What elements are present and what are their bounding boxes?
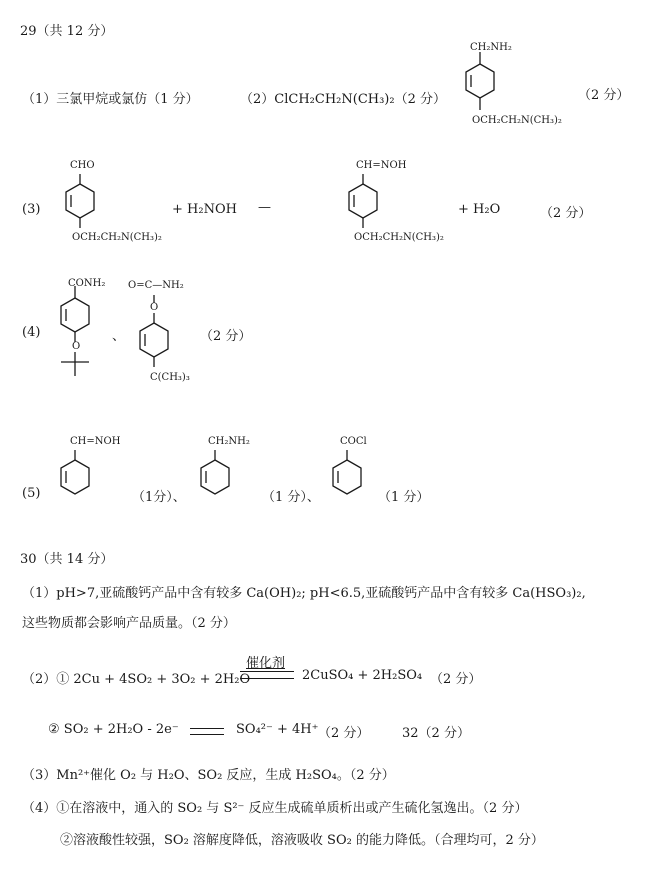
- q30-part2-score: （2 分）: [430, 672, 482, 687]
- q29-part5-b-score: （1 分）、: [262, 490, 320, 505]
- q29-part5-a-score: （1分）、: [132, 490, 186, 505]
- q29-part3-product-bottom: OCH₂CH₂N(CH₃)₂: [354, 232, 444, 243]
- q30-part2b-equals-sign: [190, 728, 224, 735]
- q29-part4-b-oxygen: O: [150, 302, 159, 313]
- q29-header: 29（共 12 分）: [20, 24, 114, 39]
- q30-header: 30（共 14 分）: [20, 552, 114, 567]
- q30-part2b-value: 32（2 分）: [402, 726, 470, 741]
- q29-part2-product-top: CH₂NH₂: [470, 42, 512, 53]
- q29-part5-structure-a: [55, 448, 105, 508]
- q30-part3: （3）Mn²⁺催化 O₂ 与 H₂O、SO₂ 反应，生成 H₂SO₄。（2 分）: [22, 768, 395, 783]
- q29-part3-reactant-bottom: OCH₂CH₂N(CH₃)₂: [72, 232, 162, 243]
- q29-part5-structure-c: [327, 448, 377, 508]
- q29-part3-arrow: —: [258, 200, 271, 215]
- q29-part5-b-top: CH₂NH₂: [208, 436, 250, 447]
- q30-part2-products: 2CuSO₄ + 2H₂SO₄: [302, 668, 423, 683]
- q29-part3-reagent: + H₂NOH: [172, 202, 237, 217]
- q29-part5-c-top: COCl: [340, 436, 367, 447]
- q29-part3-score: （2 分）: [540, 206, 592, 221]
- q29-part3-label: (3): [22, 202, 41, 217]
- q29-part2-score: （2 分）: [578, 88, 630, 103]
- q29-part4-label: (4): [22, 325, 41, 340]
- q30-part2-equals-sign: [240, 671, 294, 679]
- q29-part2-product-bottom: OCH₂CH₂N(CH₃)₂: [472, 115, 562, 126]
- q29-part5-structure-b: [195, 448, 245, 508]
- q29-part3-reactant-top: CHO: [70, 160, 95, 171]
- q29-part4-separator: 、: [112, 329, 126, 344]
- q30-part2-catalyst: 催化剂: [246, 656, 286, 671]
- q30-part1-line2: 这些物质都会影响产品质量。（2 分）: [22, 616, 236, 631]
- q29-part5-label: (5): [22, 486, 41, 501]
- q30-part2b-right: SO₄²⁻ + 4H⁺: [236, 722, 319, 737]
- q29-part4-a-top: CONH₂: [68, 278, 106, 289]
- q30-part2b-left: ② SO₂ + 2H₂O - 2e⁻: [48, 722, 179, 737]
- q30-part4-item1: （4）①在溶液中，通入的 SO₂ 与 S²⁻ 反应生成硫单质析出或产生硫化氢逸出。（2 分）: [22, 801, 528, 816]
- q30-part2b-score: （2 分）: [318, 726, 370, 741]
- q29-part3-water: + H₂O: [458, 202, 501, 217]
- q29-part4-a-oxygen: O: [72, 341, 81, 352]
- q29-part5-c-score: （1 分）: [378, 490, 430, 505]
- q30-part2-reactants: （2）① 2Cu + 4SO₂ + 3O₂ + 2H₂O: [22, 672, 251, 687]
- q29-part4-b-top: O=C—NH₂: [128, 280, 184, 291]
- q29-part4-score: （2 分）: [200, 329, 252, 344]
- q29-part5-a-top: CH=NOH: [70, 436, 121, 447]
- q29-part1: （1）三氯甲烷或氯仿（1 分）: [22, 92, 199, 107]
- q30-part4-item2: ②溶液酸性较强，SO₂ 溶解度降低，溶液吸收 SO₂ 的能力降低。（合理均可，2 分）: [60, 833, 544, 848]
- q29-part4-b-bottom: C(CH₃)₃: [150, 372, 190, 383]
- q29-part2: （2）ClCH₂CH₂N(CH₃)₂（2 分）: [240, 92, 446, 107]
- q29-part3-product-top: CH=NOH: [356, 160, 407, 171]
- q30-part1-line1: （1）pH>7,亚硫酸钙产品中含有较多 Ca(OH)₂; pH<6.5,亚硫酸钙产品中含有较多 Ca(HSO₃)₂,: [22, 586, 586, 601]
